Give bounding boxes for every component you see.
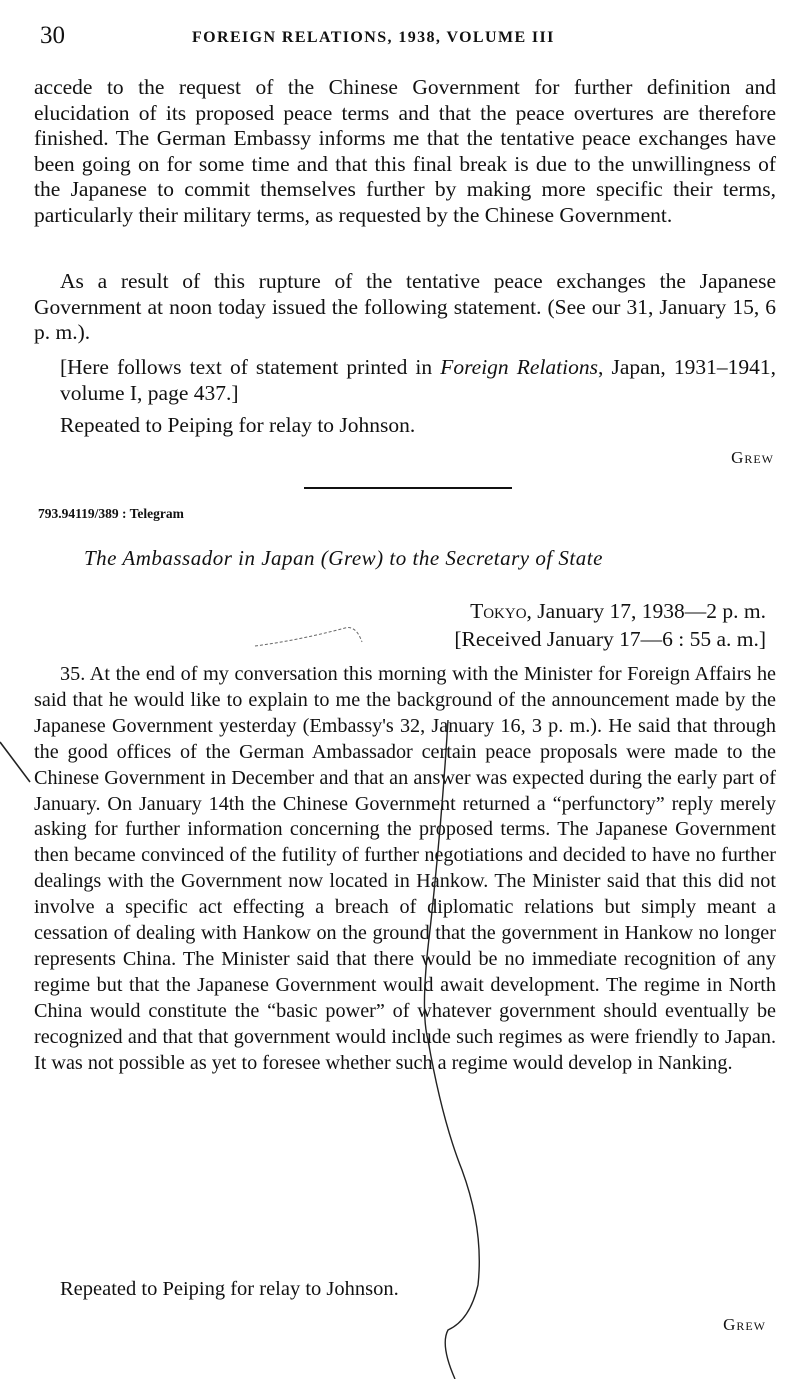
header-title: FOREIGN RELATIONS, 1938, VOLUME III — [192, 29, 555, 46]
editorial-note — [34, 355, 776, 406]
title-end: ) to the Secretary of State — [376, 546, 603, 570]
file-reference: 793.94119/389 : Telegram — [38, 506, 184, 521]
signature-grew: Grew — [731, 448, 774, 467]
document-page — [34, 0, 776, 1379]
paragraph-text: As a result of this rupture of the tentative peace exchanges the Japanese Government at noon today issued the following statement. (See our 31, January 15, 6 p. m.). — [34, 269, 776, 345]
title-name: Grew — [328, 546, 377, 570]
repeated-line-2: Repeated to Peiping for relay to Johnson. — [60, 1278, 399, 1300]
repeated-line — [34, 413, 776, 439]
signature-grew-2: Grew — [723, 1315, 766, 1334]
section-divider — [304, 487, 512, 489]
repeated-text: Repeated to Peiping for relay to Johnson. — [60, 413, 416, 437]
note-publication-title: Foreign Relations — [440, 355, 598, 379]
document-title — [84, 546, 603, 571]
telegram-body — [34, 662, 776, 1077]
note-text — [34, 355, 776, 406]
crease-mark-left — [0, 742, 30, 782]
dateline-sent — [454, 597, 766, 625]
page-number: 30 — [40, 22, 65, 49]
note-text-start: [Here follows text of statement printed in — [60, 355, 441, 379]
dateline-place: Tokyo — [470, 599, 527, 623]
running-header — [34, 22, 776, 52]
dateline-date: , January 17, 1938—2 p. m. — [526, 599, 766, 623]
paragraph-text: 35. At the end of my conversation this morning with the Minister for Foreign Affairs he said that he would like to explain to me the background of the announcement made by the Japanese Government yesterday (Embassy's 32, January 16, 3 p. m.). He said that through the good offices of the German Ambassador certain peace proposals were made to the Chinese Government in December and that an answer was expected during the early part of January. On January 14th the Chinese Government returned a “perfunctory” reply merely asking for further information concerning the proposed terms. The Japanese Government then became convinced of the futility of further negotiations and decided to have no further dealings with the Government now located in Hankow. The Minister said that this did not involve a specific act effecting a breach of diplomatic relations but simply meant a cessation of dealing with Hankow on the ground that the government in Hankow no longer represents China. The Minister said that there would be no immediate recognition of any regime but that the Japanese Government would await development. The regime in North China would constitute the “basic power” of whatever government should eventually be recognized and that that government would include such regimes as were friendly to Japan. It was not possible as yet to foresee whether such a regime would develop in Nanking. — [34, 663, 776, 1074]
dateline-received: [Received January 17—6 : 55 a. m.] — [454, 627, 766, 651]
continued-paragraph — [34, 75, 776, 229]
dateline — [454, 597, 766, 653]
paragraph-text: accede to the request of the Chinese Government for further definition and elucidation of its proposed peace terms and that the peace overtures are therefore finished. The German Embassy informs me that the tentative peace exchanges have been going on for some time and that this final break is due to the unwillingness of the Japanese to commit themselves further by making more specific their terms, particularly their military terms, as requested by the Chinese Government. — [34, 75, 776, 227]
note-text-end: , Japan, 1931–1941, volume I, page 437.] — [60, 355, 777, 405]
statement-paragraph — [34, 269, 776, 346]
title-start: The Ambassador in Japan ( — [84, 546, 329, 570]
